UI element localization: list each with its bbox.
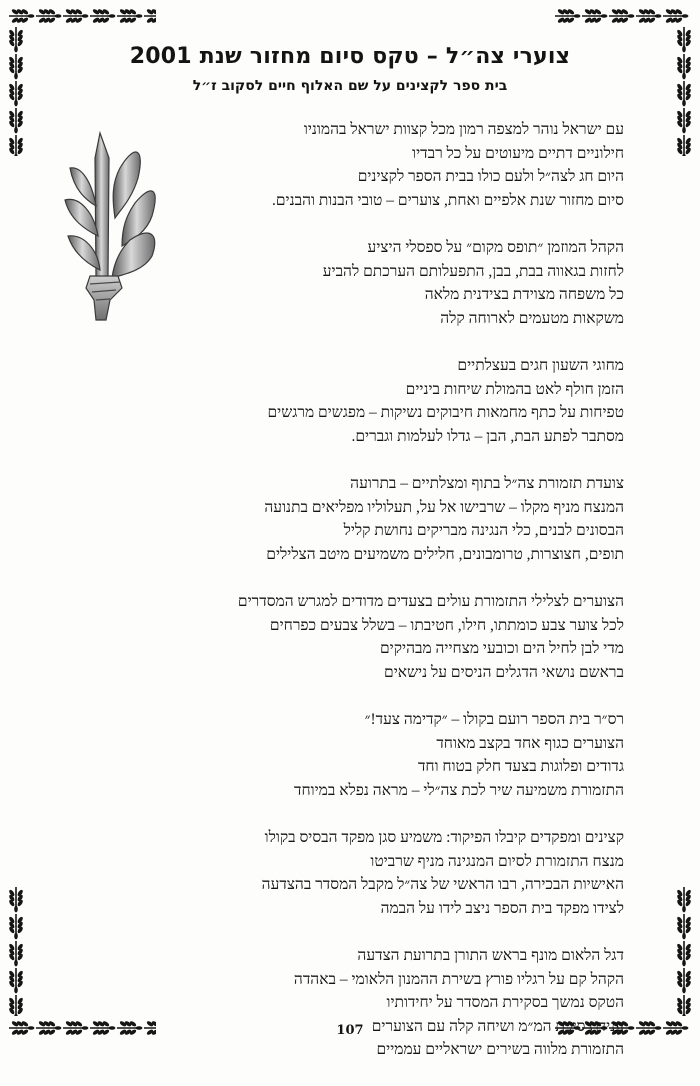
poem-line: התזמורת מלווה בשירים ישראליים עממיים (79, 1038, 624, 1062)
poem-line: הבסונים לבנים, כלי הנגינה מבריקים נחושת קליל (79, 519, 624, 543)
laurel-sprig-icon (676, 941, 692, 966)
poem-line: התזמורת משמיעה שיר לכת צה״לי – מראה נפלא במיוחד (79, 779, 624, 803)
poem-line: כל משפחה מצוידת בצידנית מלאה (79, 283, 624, 307)
page-title: צוערי צה״ל – טקס סיום מחזור שנת 2001 (60, 44, 640, 69)
laurel-sprig-icon (8, 108, 24, 133)
laurel-sprig-icon (555, 8, 580, 24)
poem-stanza (79, 118, 624, 212)
poem-line: הטקס נמשך בסקירת המסדר על יחידותיו (79, 991, 624, 1015)
laurel-border-left-top (4, 26, 28, 156)
laurel-sprig-icon (676, 135, 692, 156)
poem-line: בראשם נושאי הדגלים הניסים על נישאים (79, 661, 624, 685)
page-number: 107 (0, 1023, 700, 1038)
poem-line: עם ישראל נוהר למצפה רמון מכל קצוות ישראל בהמוניו (79, 118, 624, 142)
poem-line: ענידת סיכת המ״מ ושיחה קלה עם הצוערים (79, 1015, 624, 1039)
poem-line: חילוניים דתיים מיעוטים על כל רבדיו (79, 142, 624, 166)
poem-stanza (79, 708, 624, 802)
laurel-sprig-icon (636, 8, 661, 24)
laurel-sprig-icon (676, 81, 692, 106)
laurel-sprig-icon (609, 8, 634, 24)
poem-line: הצוערים לצלילי התזמורת עולים בצעדים מדודים למגרש המסדרים (79, 590, 624, 614)
poem-stanza (79, 944, 624, 1062)
laurel-sprig-icon (582, 8, 607, 24)
poem-stanza (79, 472, 624, 566)
poem-line: לחזות בגאווה בבת, בבן, התפעלותם הערכתם להביע (79, 260, 624, 284)
laurel-sprig-icon (90, 8, 115, 24)
laurel-sprig-icon (9, 8, 34, 24)
poem-line: האישיות הבכירה, רבו הראשי של צה״ל מקבל המסדר בהצדעה (79, 873, 624, 897)
laurel-border-top-right (552, 4, 694, 28)
poem-line: צועדת תזמורת צה״ל בתוף ומצלתיים – בתרועה (79, 472, 624, 496)
laurel-sprig-icon (8, 81, 24, 106)
poem-line: לצידו מפקד בית הספר ניצב לידו על הבמה (79, 897, 624, 921)
laurel-sprig-icon (8, 887, 24, 912)
laurel-sprig-icon (63, 8, 88, 24)
laurel-sprig-icon (676, 995, 692, 1016)
laurel-sprig-icon (8, 968, 24, 993)
laurel-border-top-left (6, 4, 156, 28)
poem-line: הזמן חולף לאט בהמולת שיחות ביניים (79, 378, 624, 402)
poem-line: הקהל המוזמן ״תופס מקום״ על ספסלי היציע (79, 236, 624, 260)
poem-line: הקהל קם על רגליו פורץ בשירת ההמנון הלאומי – באהדה (79, 968, 624, 992)
page-subtitle: בית ספר לקצינים על שם האלוף חיים לסקוב ז״ל (60, 78, 640, 94)
poem-line: טפיחות על כתף מחמאות חיבוקים נשיקות – מפגשים מרגשים (79, 401, 624, 425)
laurel-sprig-icon (8, 135, 24, 156)
poem-line: קצינים ומפקדים קיבלו הפיקוד: משמיע סגן מפקד הבסיס בקולו (79, 826, 624, 850)
poem-line: מחוגי השעון חגים בעצלתיים (79, 354, 624, 378)
poem-line: דגל הלאום מונף בראש התורן בתרועת הצדעה (79, 944, 624, 968)
poem-stanza (79, 826, 624, 920)
poem-stanza (79, 354, 624, 448)
laurel-sprig-icon (117, 8, 142, 24)
laurel-border-right-top (672, 26, 696, 156)
laurel-sprig-icon (8, 941, 24, 966)
poem-line: משקאות מטעמים לארוחה קלה (79, 307, 624, 331)
laurel-sprig-icon (8, 27, 24, 52)
laurel-sprig-icon (676, 54, 692, 79)
poem-line: לכל צוער צבע כומתתו, חילו, חטיבתו – בשלל צבעים כפרחים (79, 614, 624, 638)
poem-line: היום חג לצה״ל ולעם כולו בבית הספר לקצינים (79, 165, 624, 189)
laurel-sprig-icon (8, 54, 24, 79)
poem-stanza (79, 590, 624, 684)
poem-line: הצוערים כגוף אחד בקצב מאוחד (79, 732, 624, 756)
poem-line: סיום מחזור שנת אלפיים ואחת, צוערים – טובי הבנות והבנים. (79, 189, 624, 213)
laurel-sprig-icon (8, 995, 24, 1016)
laurel-border-right-bottom (672, 886, 696, 1016)
laurel-sprig-icon (663, 8, 688, 24)
poem-line: מדי לבן לחיל הים וכובעי מצחייה מבהיקים (79, 637, 624, 661)
laurel-sprig-icon (676, 27, 692, 52)
laurel-sprig-icon (676, 968, 692, 993)
laurel-sprig-icon (36, 8, 61, 24)
poem-line: גדודים ופלוגות בצעד חלק בטוח וחד (79, 755, 624, 779)
poem-line: המנצח מניף מקלו – שרבישו אל על, תעלוליו מפליאים בתנועה (79, 496, 624, 520)
poem-line: מנצח התזמורת לסיום המנגינה מניף שרביטו (79, 850, 624, 874)
poem-line: מסתבר לפתע הבת, הבן – גדלו לעלמות וגברים. (79, 425, 624, 449)
laurel-sprig-icon (144, 8, 156, 24)
laurel-sprig-icon (676, 887, 692, 912)
laurel-sprig-icon (676, 108, 692, 133)
laurel-sprig-icon (676, 914, 692, 939)
laurel-border-left-bottom (4, 886, 28, 1016)
poem-line: רס״ר בית הספר רועם בקולו – ״קדימה צעד!״ (79, 708, 624, 732)
laurel-sprig-icon (8, 914, 24, 939)
poem-body (79, 118, 624, 1086)
poem-line: תופים, חצוצרות, טרומבונים, חלילים משמיעים מיטב הצלילים (79, 543, 624, 567)
poem-stanza (79, 236, 624, 330)
